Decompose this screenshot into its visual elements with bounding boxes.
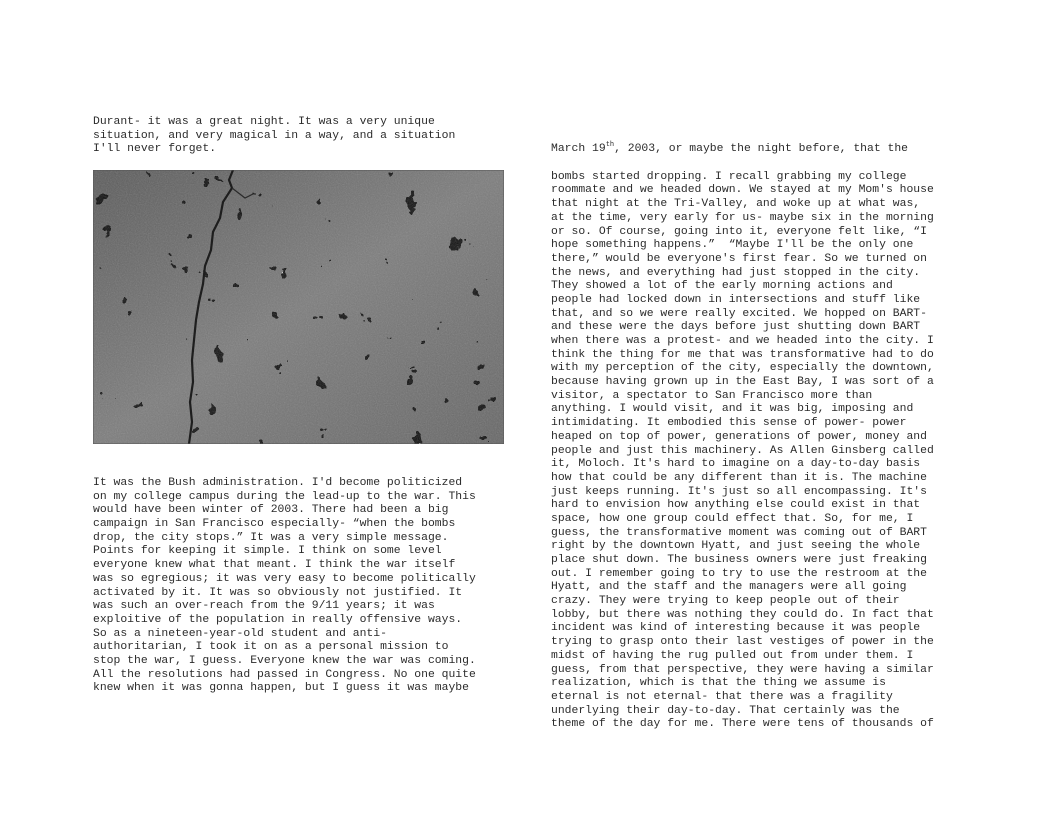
text-line: the news, and everything had just stopped in the city. xyxy=(551,266,921,279)
text-line: just keeps running. It's just so all encompassing. It's xyxy=(551,485,927,498)
text-line: campaign in San Francisco especially- “when the bombs xyxy=(93,518,456,531)
text-line: visitor, a spectator to San Francisco more than xyxy=(551,389,873,402)
text-line: Points for keeping it simple. I think on some level xyxy=(93,545,442,558)
text-line xyxy=(551,143,934,157)
text-line: hope something happens.” “Maybe I'll be the only one xyxy=(551,239,914,252)
text-line: think the thing for me that was transformative had to do xyxy=(551,348,934,361)
text-line: there,” would be everyone's first fear. So we turned on xyxy=(551,252,927,265)
text-line: guess, the transformative moment was coming out of BART xyxy=(551,526,927,539)
text-line: it, Moloch. It's hard to imagine on a day-to-day basis xyxy=(551,458,921,471)
text-line: roommate and we headed down. We stayed at my Mom's house xyxy=(551,184,934,197)
left-column-bottom-text xyxy=(93,477,476,696)
ordinal-superscript: th xyxy=(605,141,615,150)
text-line: that, and so we were really excited. We hopped on BART- xyxy=(551,307,927,320)
text-line: place shut down. The business owners were just freaking xyxy=(551,554,927,567)
text-line: knew when it was gonna happen, but I guess it was maybe xyxy=(93,682,469,695)
cracked-wall-photo xyxy=(93,170,504,444)
text-line: was so egregious; it was very easy to become politically xyxy=(93,572,476,585)
text-line: everyone knew what that meant. I think the war itself xyxy=(93,559,456,572)
text-line: I'll never forget. xyxy=(93,143,217,156)
text-line: was such an over-reach from the 9/11 years; it was xyxy=(93,600,435,613)
text-line: incident was kind of interesting because it was people xyxy=(551,622,921,635)
text-line: guess, from that perspective, they were having a similar xyxy=(551,663,934,676)
text-line: lobby, but there was nothing they could do. In fact that xyxy=(551,608,934,621)
text-line: exploitive of the population in really offensive ways. xyxy=(93,613,463,626)
text-line: Hyatt, and the staff and the managers were all going xyxy=(551,581,907,594)
date-text: March 19 xyxy=(551,143,606,156)
text-line: realization, which is that the thing we assume is xyxy=(551,677,886,690)
text-line: It was the Bush administration. I'd become politicized xyxy=(93,477,463,489)
text-line: or so. Of course, going into it, everyone felt like, “I xyxy=(551,225,927,238)
text-line: activated by it. It was so obviously not justified. It xyxy=(93,586,463,599)
text-line: authoritarian, I took it on as a personal mission to xyxy=(93,641,449,654)
text-line: situation, and very magical in a way, and a situation xyxy=(93,129,456,142)
text-line: anything. I would visit, and it was big, imposing and xyxy=(551,403,914,416)
text-line: heaped on top of power, generations of power, money and xyxy=(551,430,927,443)
text-line: trying to grasp onto their last vestiges of power in the xyxy=(551,636,934,649)
text-line: drop, the city stops.” It was a very simple message. xyxy=(93,531,449,544)
text-line: crazy. They were trying to keep people out of their xyxy=(551,595,900,608)
text-line: would have been winter of 2003. There had been a big xyxy=(93,504,449,517)
left-column-top-text xyxy=(93,116,455,157)
text-line: midst of having the rug pulled out from under them. I xyxy=(551,649,914,662)
text-line: because having grown up in the East Bay, I was sort of a xyxy=(551,376,934,389)
right-column-text xyxy=(551,116,934,732)
text-line: stop the war, I guess. Everyone knew the war was coming. xyxy=(93,654,476,667)
text-line: underlying their day-to-day. That certainly was the xyxy=(551,704,900,717)
text-line: Durant- it was a great night. It was a very unique xyxy=(93,116,435,128)
text-line: hard to envision how anything else could exist in that xyxy=(551,499,921,512)
text-line: space, how one group could effect that. So, for me, I xyxy=(551,512,914,525)
text-line: when there was a protest- and we headed into the city. I xyxy=(551,335,934,348)
text-line: on my college campus during the lead-up to the war. This xyxy=(93,490,476,503)
text-line: with my perception of the city, especially the downtown, xyxy=(551,362,934,375)
text-line: out. I remember going to try to use the restroom at the xyxy=(551,567,927,580)
text-line: All the resolutions had passed in Congress. No one quite xyxy=(93,668,476,681)
text-line: theme of the day for me. There were tens of thousands of xyxy=(551,718,934,731)
text-line: intimidating. It embodied this sense of power- power xyxy=(551,417,907,430)
date-continuation-text: , 2003, or maybe the night before, that the xyxy=(614,143,909,156)
text-line: right by the downtown Hyatt, and just seeing the whole xyxy=(551,540,921,553)
text-line: how that could be any different than it is. The machine xyxy=(551,471,927,484)
text-line: They showed a lot of the early morning actions and xyxy=(551,280,893,293)
text-line: people had locked down in intersections and stuff like xyxy=(551,293,921,306)
text-line: that night at the Tri-Valley, and woke up at what was, xyxy=(551,198,921,211)
text-line: at the time, very early for us- maybe six in the morning xyxy=(551,211,934,224)
text-line: and these were the days before just shutting down BART xyxy=(551,321,921,334)
text-line: people and just this machinery. As Allen Ginsberg called xyxy=(551,444,934,457)
text-line: So as a nineteen-year-old student and anti- xyxy=(93,627,387,640)
text-line: bombs started dropping. I recall grabbing my college xyxy=(551,170,907,183)
text-line: eternal is not eternal- that there was a fragility xyxy=(551,690,893,703)
